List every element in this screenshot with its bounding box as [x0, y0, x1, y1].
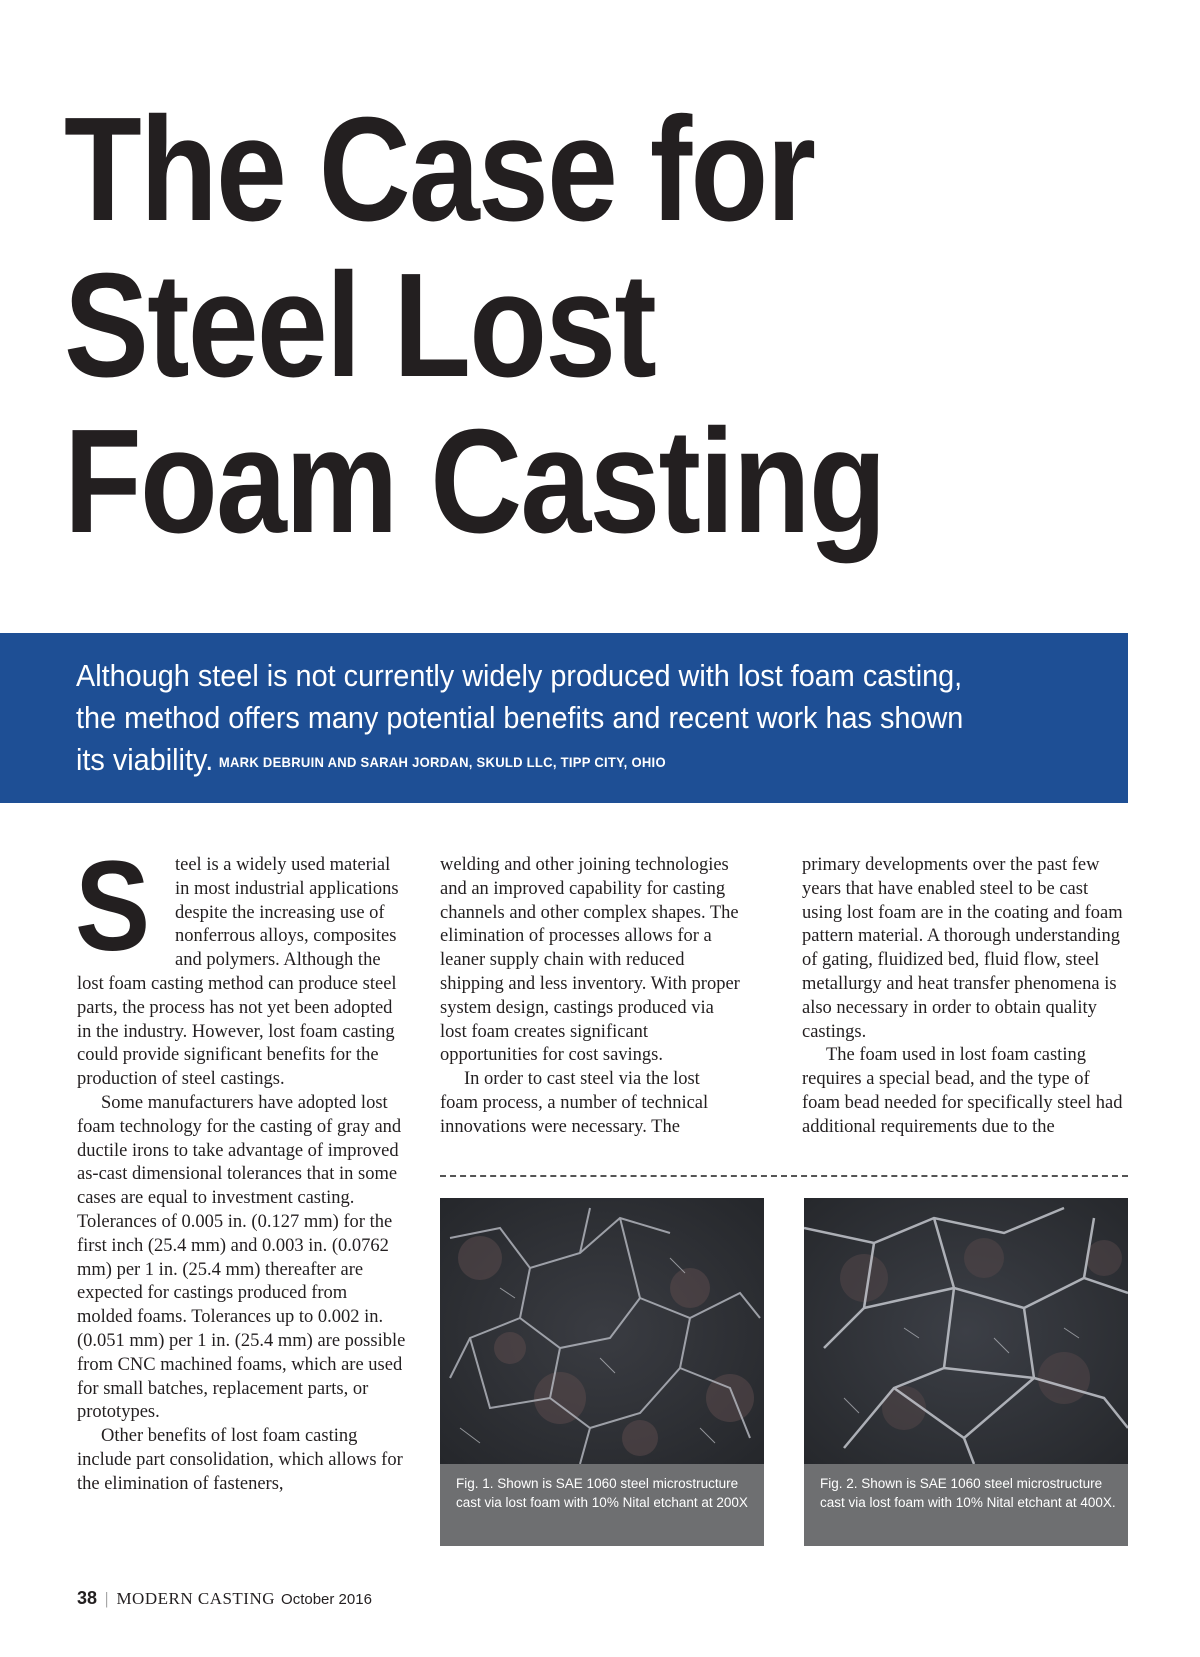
article-headline [64, 87, 993, 564]
paragraph: Other benefits of lost foam casting include part consolidation, which allows for the elimination of fasteners, [77, 1426, 403, 1494]
headline-line-3: Foam Casting [64, 399, 885, 564]
dashed-divider [440, 1175, 1128, 1177]
deck-summary: Although steel is not currently widely produced with lost foam casting, the method offers many potential benefits and recent work has shown its viability. [76, 658, 964, 777]
micrograph-image-2 [804, 1198, 1128, 1464]
figure-1-caption: Fig. 1. Shown is SAE 1060 steel microstructure cast via lost foam with 10% Nital etchant at 200X [440, 1464, 764, 1546]
figure-1 [440, 1198, 764, 1546]
paragraph: welding and other joining technologies and an improved capability for casting channels and other complex shapes. The elimination of processes allows for a leaner supply chain with reduced shipping and less inventory. With proper system design, castings produced via lost foam creates significant opportunities for cost savings. [440, 855, 740, 1066]
figure-2 [804, 1198, 1128, 1546]
paragraph: primary developments over the past few years that have enabled steel to be cast using lost foam are in the coating and foam pattern material. A thorough understanding of gating, fluidized bed, fluid flow, steel metallurgy and heat transfer phenomena is also necessary in order to obtain quality castings. [802, 855, 1123, 1042]
page-footer [77, 1588, 372, 1609]
micrograph-image-1 [440, 1198, 764, 1464]
figure-2-caption: Fig. 2. Shown is SAE 1060 steel microstructure cast via lost foam with 10% Nital etchant at 400X. [804, 1464, 1128, 1546]
magazine-name: MODERN CASTING [116, 1589, 276, 1608]
deck-banner [0, 633, 1128, 803]
body-column-1 [75, 835, 407, 1497]
author-byline: MARK DEBRUIN AND SARAH JORDAN, SKULD LLC, TIPP CITY, OHIO [218, 754, 666, 770]
paragraph: In order to cast steel via the lost foam process, a number of technical innovations were necessary. The [440, 1069, 709, 1137]
deck-text-block [76, 655, 987, 783]
drop-cap: S [75, 835, 151, 978]
paragraph: The foam used in lost foam casting requires a special bead, and the type of foam bead needed for specifically steel had additional requirements due to the [802, 1045, 1123, 1137]
body-column-3 [802, 854, 1128, 1140]
headline-line-2: Steel Lost [64, 243, 656, 408]
paragraph: Some manufacturers have adopted lost foam technology for the casting of gray and ductile irons to take advantage of improved as-cast dimensional tolerances that in some cases are equal to investment casting. Tolerances of 0.005 in. (0.127 mm) for the first inch (25.4 mm) and 0.003 in. (0.0762 mm) per 1 in. (25.4 mm) thereafter are expected for castings produced from molded foams. Tolerances up to 0.002 in. (0.051 mm) per 1 in. (25.4 mm) are possible from CNC machined foams, which are used for small batches, replacement parts, or prototypes. [77, 1092, 406, 1423]
paragraph: S teel is a widely used material in most industrial applications despite the increasing use of nonferrous alloys, composites and polymers. Although the lost foam casting method can produce steel parts, the process has not yet been adopted in the industry. However, lost foam casting could provide significant benefits for the production of steel castings. [75, 835, 399, 1090]
footer-separator: | [105, 1589, 109, 1608]
page-number: 38 [77, 1588, 98, 1608]
issue-date: October 2016 [281, 1591, 372, 1608]
headline-line-1: The Case for [64, 87, 815, 252]
body-column-2 [440, 854, 740, 1140]
